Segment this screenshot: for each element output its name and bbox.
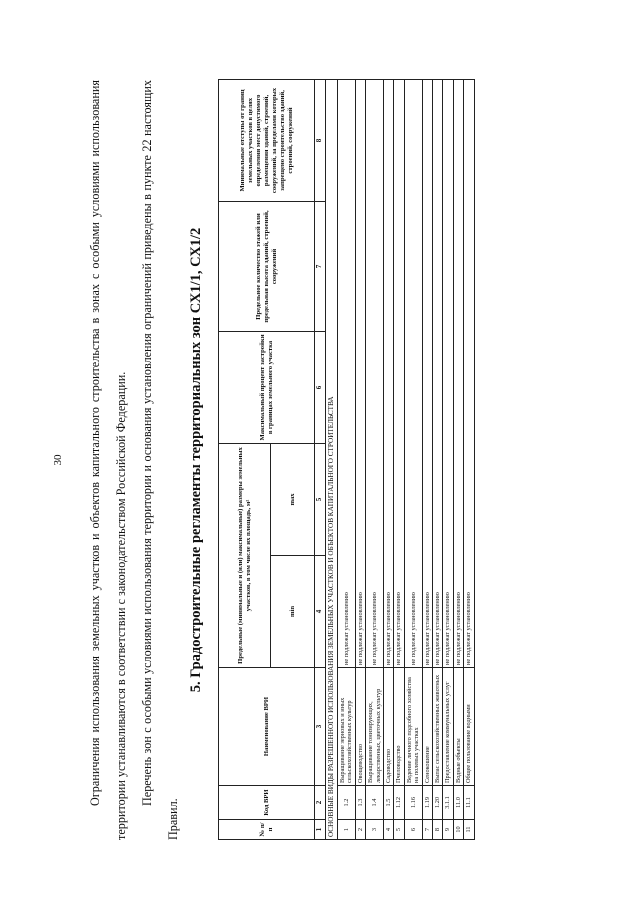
column-number: 3	[315, 668, 326, 786]
row-code: 1.3	[355, 786, 365, 820]
table-row	[338, 80, 356, 840]
row-code: 1.16	[404, 786, 422, 820]
header-min: min	[271, 556, 315, 668]
row-name: Общее пользование водными	[464, 668, 474, 786]
row-code: 11.1	[464, 786, 474, 820]
row-number: 4	[384, 820, 394, 840]
table-row	[355, 80, 365, 840]
row-number: 9	[443, 820, 453, 840]
column-numbers-row	[315, 80, 326, 840]
column-number: 4	[315, 556, 326, 668]
body-text	[82, 80, 186, 840]
table-row	[453, 80, 463, 840]
row-number: 6	[404, 820, 422, 840]
header-setback: Минимальные отступы от границ земельных участков в целях определения мест допустимого размещения зданий, строений, сооружений, за пределами которых запрещено строительство зданий, строений, сооружений	[219, 80, 315, 202]
header-size: Предельные (минимальные и (или) максимальные) размеры земельных участков, в том числе их площадь, м²	[219, 444, 271, 668]
row-name: Выращивание зерновых и иных сельскохозяйственных культур	[338, 668, 356, 786]
row-number: 11	[464, 820, 474, 840]
header-num: № п/п	[219, 820, 315, 840]
column-number: 7	[315, 202, 326, 332]
row-code: 1.4	[366, 786, 384, 820]
paragraph: Перечень зон с особыми условиями использования территории и основания установления ограничений приведены в пункте 22 настоящих Правил.	[140, 80, 180, 840]
row-number: 2	[355, 820, 365, 840]
row-value: не подлежат установлению	[338, 80, 356, 668]
row-value: не подлежат установлению	[404, 80, 422, 668]
column-number: 5	[315, 444, 326, 556]
column-number: 2	[315, 786, 326, 820]
header-code: Код ВРИ	[219, 786, 315, 820]
row-name: Овощеводство	[355, 668, 365, 786]
column-number: 8	[315, 80, 326, 202]
section-row	[326, 80, 338, 840]
row-code: 1.19	[422, 786, 432, 820]
column-number: 1	[315, 820, 326, 840]
row-number: 3	[366, 820, 384, 840]
rotated-content	[40, 60, 600, 860]
row-number: 8	[433, 820, 443, 840]
row-value: не подлежат установлению	[453, 80, 463, 668]
table-row	[404, 80, 422, 840]
row-value: не подлежат установлению	[366, 80, 384, 668]
section-label: ОСНОВНЫЕ ВИДЫ РАЗРЕШЕННОГО ИСПОЛЬЗОВАНИЯ ЗЕМЕЛЬНЫХ УЧАСТКОВ И ОБЪЕКТОВ КАПИТАЛЬНОГО СТРОИТЕЛЬСТВА	[326, 80, 338, 840]
table-row	[394, 80, 404, 840]
row-code: 1.2	[338, 786, 356, 820]
row-value: не подлежат установлению	[422, 80, 432, 668]
row-value: не подлежат установлению	[443, 80, 453, 668]
table-row	[384, 80, 394, 840]
row-code: 1.5	[384, 786, 394, 820]
row-value: не подлежат установлению	[355, 80, 365, 668]
row-name: Садоводство	[384, 668, 394, 786]
row-name: Пчеловодство	[394, 668, 404, 786]
row-code: 1.20	[433, 786, 443, 820]
column-number: 6	[315, 332, 326, 444]
row-number: 10	[453, 820, 463, 840]
row-name: Сенокошение	[422, 668, 432, 786]
row-number: 7	[422, 820, 432, 840]
row-name: Ведение личного подсобного хозяйства на полевых участках	[404, 668, 422, 786]
page-number: 30	[52, 454, 64, 466]
row-name: Выращивание тонизирующих, лекарственных, цветочных культур	[366, 668, 384, 786]
regulations-table	[218, 79, 475, 840]
table-row	[464, 80, 474, 840]
row-value: не подлежат установлению	[464, 80, 474, 668]
header-max: max	[271, 444, 315, 556]
row-name: Предоставление коммунальных услуг	[443, 668, 453, 786]
table-row	[433, 80, 443, 840]
row-value: не подлежат установлению	[384, 80, 394, 668]
section-title: 5. Градостроительные регламенты территориальных зон СХ1/1, СХ1/2	[188, 227, 204, 693]
row-value: не подлежат установлению	[394, 80, 404, 668]
row-name: Выпас сельскохозяйственных животных	[433, 668, 443, 786]
row-code: 11.0	[453, 786, 463, 820]
row-number: 5	[394, 820, 404, 840]
row-code: 3.1.1	[443, 786, 453, 820]
table-row	[422, 80, 432, 840]
row-number: 1	[338, 820, 356, 840]
row-name: Водные объекты	[453, 668, 463, 786]
row-code: 1.12	[394, 786, 404, 820]
row-value: не подлежат установлению	[433, 80, 443, 668]
header-name: Наименование ВРИ	[219, 668, 315, 786]
paragraph: Ограничения использования земельных участков и объектов капитального строительства в зонах с особыми условиями использования территории устанавливаются в соответствии с законодательством Российской Федерации.	[88, 80, 128, 840]
header-percent: Максимальный процент застройки в границах земельного участка	[219, 332, 315, 444]
header-floors: Предельное количество этажей или предельная высота зданий, строений, сооружений	[219, 202, 315, 332]
table-row	[443, 80, 453, 840]
table-row	[366, 80, 384, 840]
